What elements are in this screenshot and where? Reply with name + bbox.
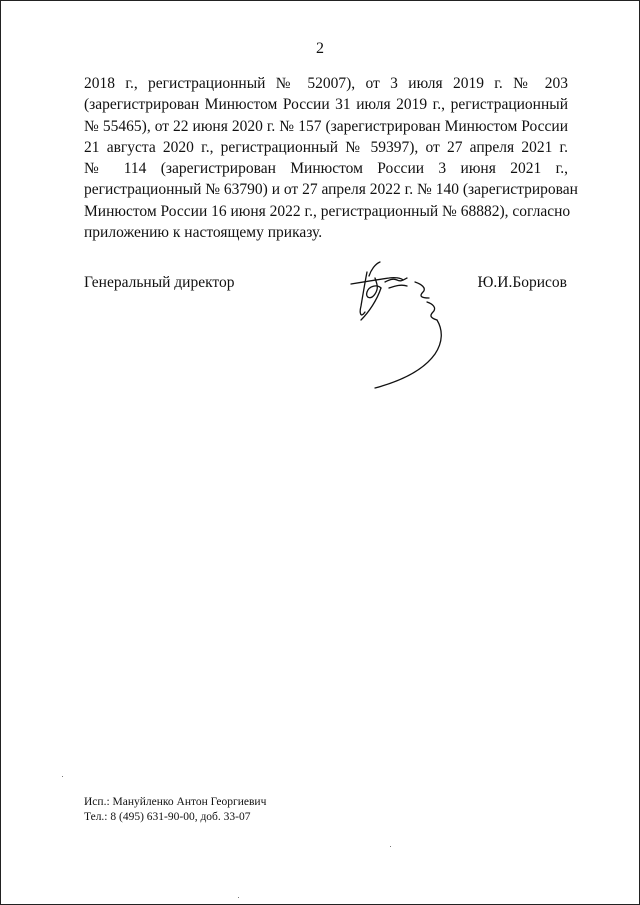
body-line: приложению к настоящему приказу. bbox=[84, 224, 323, 242]
body-line: 2018 г., регистрационный № 52007), от 3 июля 2019 г. № 203 bbox=[84, 75, 568, 92]
body-line: Минюстом России 16 июня 2022 г., регистрационный № 68882), согласно bbox=[84, 202, 571, 220]
scan-speck bbox=[62, 776, 63, 777]
body-line: регистрационный № 63790) и от 27 апреля 2022 г. № 140 (зарегистрирован bbox=[84, 181, 578, 199]
body-line: (зарегистрирован Минюстом России 31 июля 2019 г., регистрационный bbox=[84, 96, 568, 114]
signer-name: Ю.И.Борисов bbox=[477, 274, 567, 291]
page-number: 2 bbox=[316, 40, 324, 57]
body-text bbox=[84, 73, 578, 243]
executor-info bbox=[84, 795, 266, 824]
scan-speck bbox=[238, 897, 239, 898]
handwritten-signature bbox=[345, 258, 455, 393]
executor-name: Исп.: Мануйленко Антон Георгиевич bbox=[84, 796, 267, 808]
body-line: № 55465), от 22 июня 2020 г. № 157 (зарегистрирован Минюстом России bbox=[84, 117, 568, 135]
body-line: № 114 (зарегистрирован Минюстом России 3 июня 2021 г., bbox=[84, 160, 568, 178]
scan-speck bbox=[390, 846, 391, 847]
signer-position: Генеральный директор bbox=[84, 274, 235, 291]
executor-phone: Тел.: 8 (495) 631-90-00, доб. 33-07 bbox=[84, 810, 251, 823]
body-line: 21 августа 2020 г., регистрационный № 59397), от 27 апреля 2021 г. bbox=[84, 138, 568, 156]
